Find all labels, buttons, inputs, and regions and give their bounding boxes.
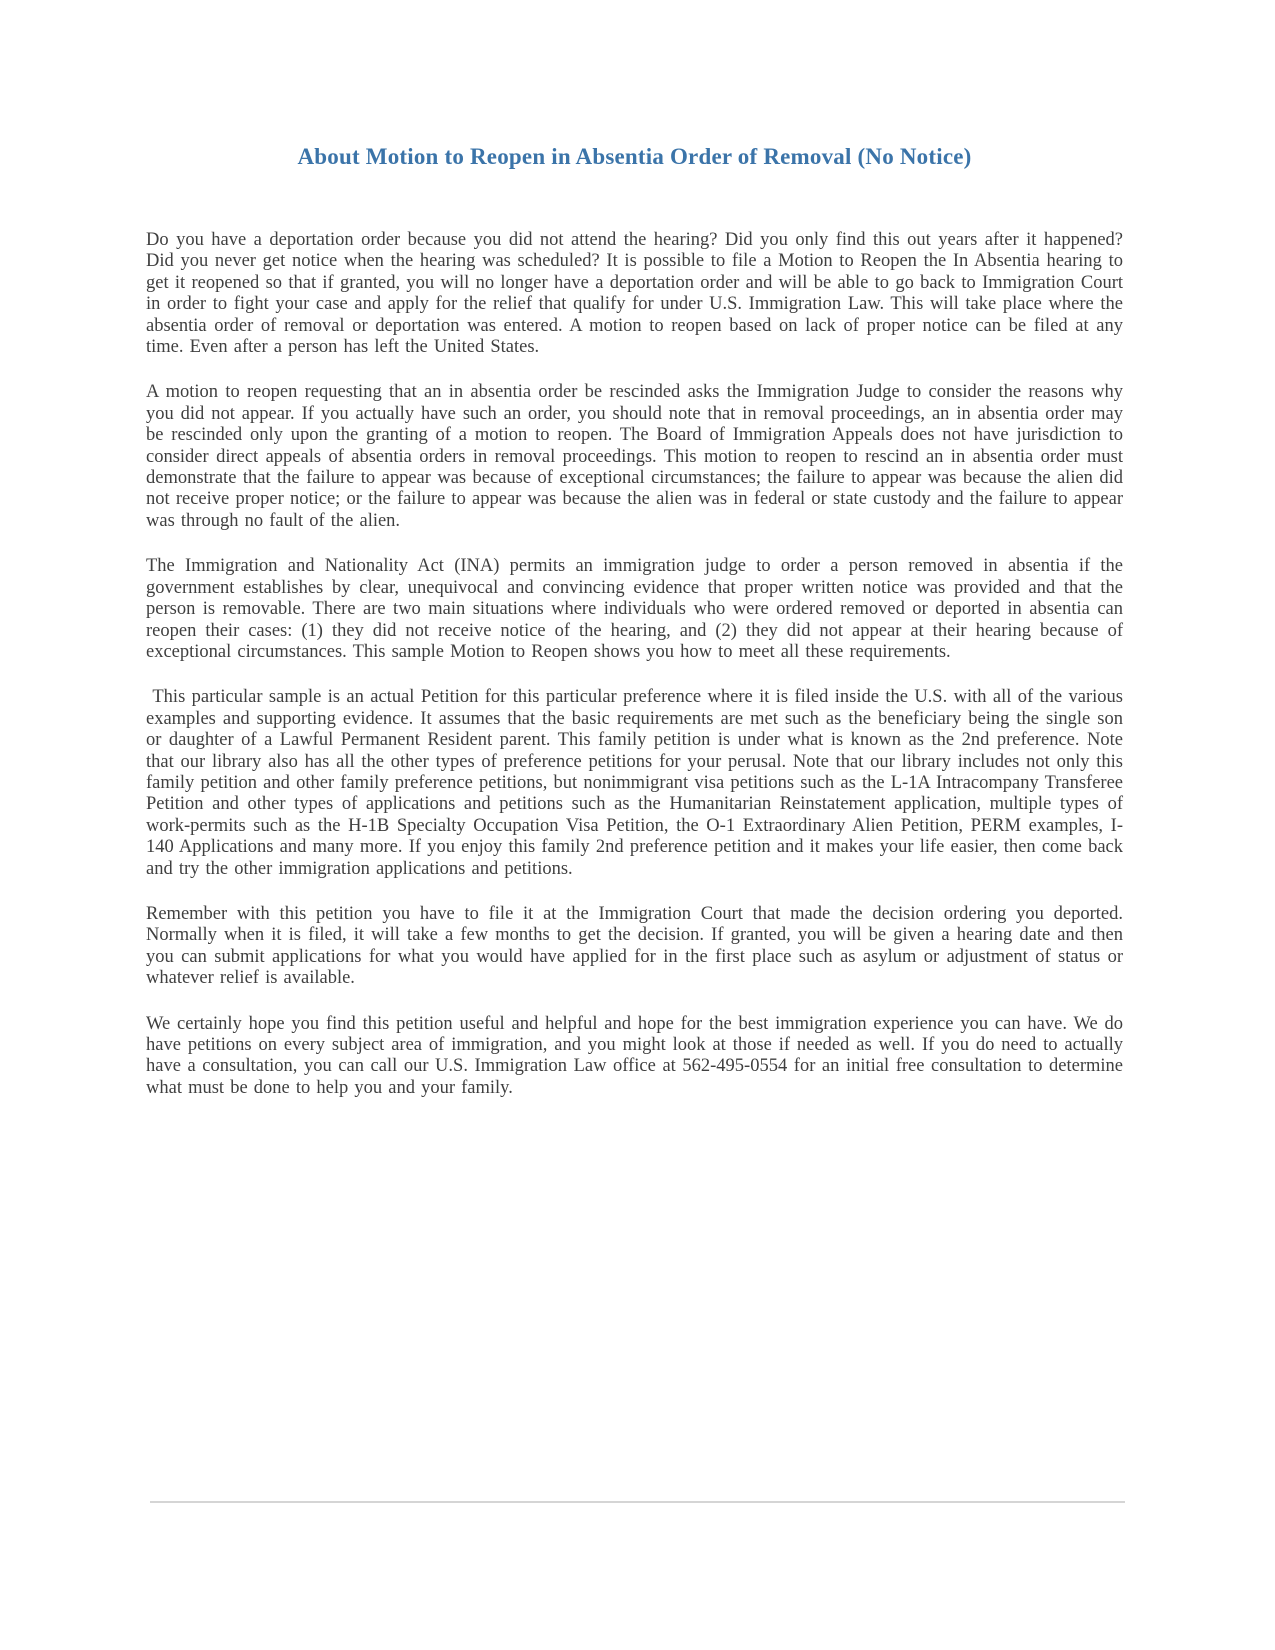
paragraph-intro: Do you have a deportation order because you did not attend the hearing? Did you only find this out years after it happened? Did you never get notice when the hearing was scheduled? It is possible to file a Motion to Reopen the In Absentia hearing to get it reopened so that if granted, you will no longer have a deportation order and will be able to go back to Immigration Court in order to fight your case and apply for the relief that qualify for under U.S. Immigration Law. This will take place where the absentia order of removal or deportation was entered. A motion to reopen based on lack of proper notice can be filed at any time. Even after a person has left the United States. — [146, 230, 1123, 358]
paragraph-ina-rules: The Immigration and Nationality Act (INA) permits an immigration judge to order a person removed in absentia if the government establishes by clear, unequivocal and convincing evidence that proper written notice was provided and that the person is removable. There are two main situations where individuals who were ordered removed or deported in absentia can reopen their cases: (1) they did not receive notice of the hearing, and (2) they did not appear at their hearing because of exceptional circumstances. This sample Motion to Reopen shows you how to meet all these requirements. — [146, 556, 1123, 662]
paragraph-closing-contact: We certainly hope you find this petition useful and helpful and hope for the best immigration experience you can have. We do have petitions on every subject area of immigration, and you might look at those if needed as well. If you do need to actually have a consultation, you can call our U.S. Immigration Law office at 562-495-0554 for an initial free consultation to determine what must be done to help you and your family. — [146, 1013, 1123, 1098]
paragraph-sample-description: This particular sample is an actual Petition for this particular preference where it is filed inside the U.S. with all of the various examples and supporting evidence. It assumes that the basic requirements are met such as the beneficiary being the single son or daughter of a Lawful Permanent Resident parent. This family petition is under what is known as the 2nd preference. Note that our library also has all the other types of preference petitions for your perusal. Note that our library includes not only this family petition and other family preference petitions, but nonimmigrant visa petitions such as the L-1A Intracompany Transferee Petition and other types of applications and petitions such as the Humanitarian Reinstatement application, multiple types of work-permits such as the H-1B Specialty Occupation Visa Petition, the O-1 Extraordinary Alien Petition, PERM examples, I-140 Applications and many more. If you enjoy this family 2nd preference petition and it makes your life easier, then come back and try the other immigration applications and petitions. — [146, 687, 1123, 879]
paragraph-rescind-grounds: A motion to reopen requesting that an in absentia order be rescinded asks the Immigration Judge to consider the reasons why you did not appear. If you actually have such an order, you should note that in removal proceedings, an in absentia order may be rescinded only upon the granting of a motion to reopen. The Board of Immigration Appeals does not have jurisdiction to consider direct appeals of absentia orders in removal proceedings. This motion to reopen to rescind an in absentia order must demonstrate that the failure to appear was because of exceptional circumstances; the failure to appear was because the alien did not receive proper notice; or the failure to appear was because the alien was in federal or state custody and the failure to appear was through no fault of the alien. — [146, 382, 1123, 531]
document-content — [146, 140, 1123, 1123]
page-title: About Motion to Reopen in Absentia Order of Removal (No Notice) — [297, 144, 972, 169]
paragraph-list — [146, 230, 1123, 1099]
footer-divider — [150, 1501, 1125, 1503]
paragraph-filing-instructions: Remember with this petition you have to file it at the Immigration Court that made the decision ordering you deported. Normally when it is filed, it will take a few months to get the decision. If granted, you will be given a hearing date and then you can submit applications for what you would have applied for in the first place such as asylum or adjustment of status or whatever relief is available. — [146, 903, 1123, 989]
